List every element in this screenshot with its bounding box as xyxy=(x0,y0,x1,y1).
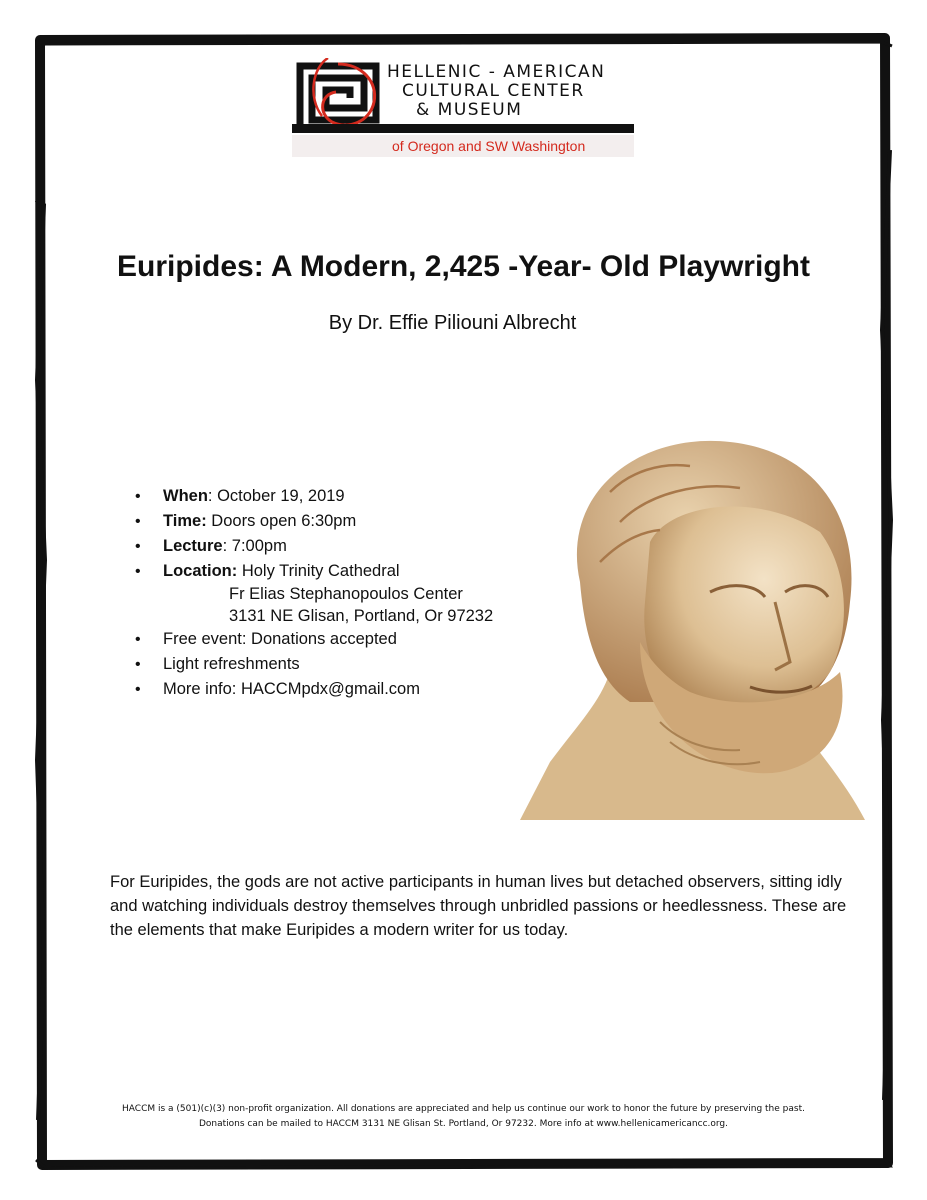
detail-time xyxy=(135,509,493,534)
detail-when xyxy=(135,484,493,509)
logo-bar xyxy=(292,124,634,133)
logo-subtitle: of Oregon and SW Washington xyxy=(392,138,586,154)
detail-lecture-value: : 7:00pm xyxy=(222,537,287,555)
detail-lecture-label: Lecture xyxy=(163,537,223,555)
event-details-list xyxy=(135,484,493,702)
detail-lecture xyxy=(135,534,493,559)
detail-refreshments xyxy=(135,652,493,677)
haccm-logo xyxy=(292,58,634,158)
euripides-bust-icon xyxy=(520,432,865,820)
event-title: Euripides: A Modern, 2,425 -Year- Old Playwright xyxy=(117,250,810,283)
detail-refreshments-text: Light refreshments xyxy=(163,655,300,673)
detail-more-info-text: More info: HACCMpdx@gmail.com xyxy=(163,680,420,698)
detail-when-value: : October 19, 2019 xyxy=(207,487,345,505)
footer-note xyxy=(0,1102,927,1132)
logo-text-line1: HELLENIC - AMERICAN xyxy=(387,62,606,82)
event-description: For Euripides, the gods are not active participants in human lives but detached observers, sitting idly and watching individuals destroy themselves through unbridled passions or heedlessness. These are the elements that make Euripides a modern writer for us today. xyxy=(110,873,847,939)
detail-location-line2 xyxy=(135,584,493,606)
event-byline: By Dr. Effie Piliouni Albrecht xyxy=(328,312,577,334)
logo-text-line2: CULTURAL CENTER xyxy=(402,81,585,101)
meander-logo-icon xyxy=(292,58,384,134)
detail-time-label: Time: xyxy=(163,512,207,530)
detail-time-value: Doors open 6:30pm xyxy=(206,512,357,530)
footer-line2: Donations can be mailed to HACCM 3131 NE Glisan St. Portland, Or 97232. More info at www.hellenicamericancc.org. xyxy=(198,1119,728,1129)
detail-location xyxy=(135,559,493,584)
detail-when-label: When xyxy=(163,487,208,505)
detail-location-label: Location: xyxy=(163,562,238,580)
detail-location-value: Holy Trinity Cathedral xyxy=(237,562,400,580)
detail-more-info xyxy=(135,677,493,702)
detail-location-address: 3131 NE Glisan, Portland, Or 97232 xyxy=(229,606,494,625)
footer-line1: HACCM is a (501)(c)(3) non-profit organization. All donations are appreciated and help us continue our work to honor the future by preserving the past. xyxy=(122,1104,805,1114)
detail-free xyxy=(135,627,493,652)
detail-free-text: Free event: Donations accepted xyxy=(163,630,397,648)
logo-text-line3: & MUSEUM xyxy=(416,100,523,120)
detail-location-center: Fr Elias Stephanopoulos Center xyxy=(229,585,463,603)
detail-location-line3 xyxy=(135,606,493,628)
